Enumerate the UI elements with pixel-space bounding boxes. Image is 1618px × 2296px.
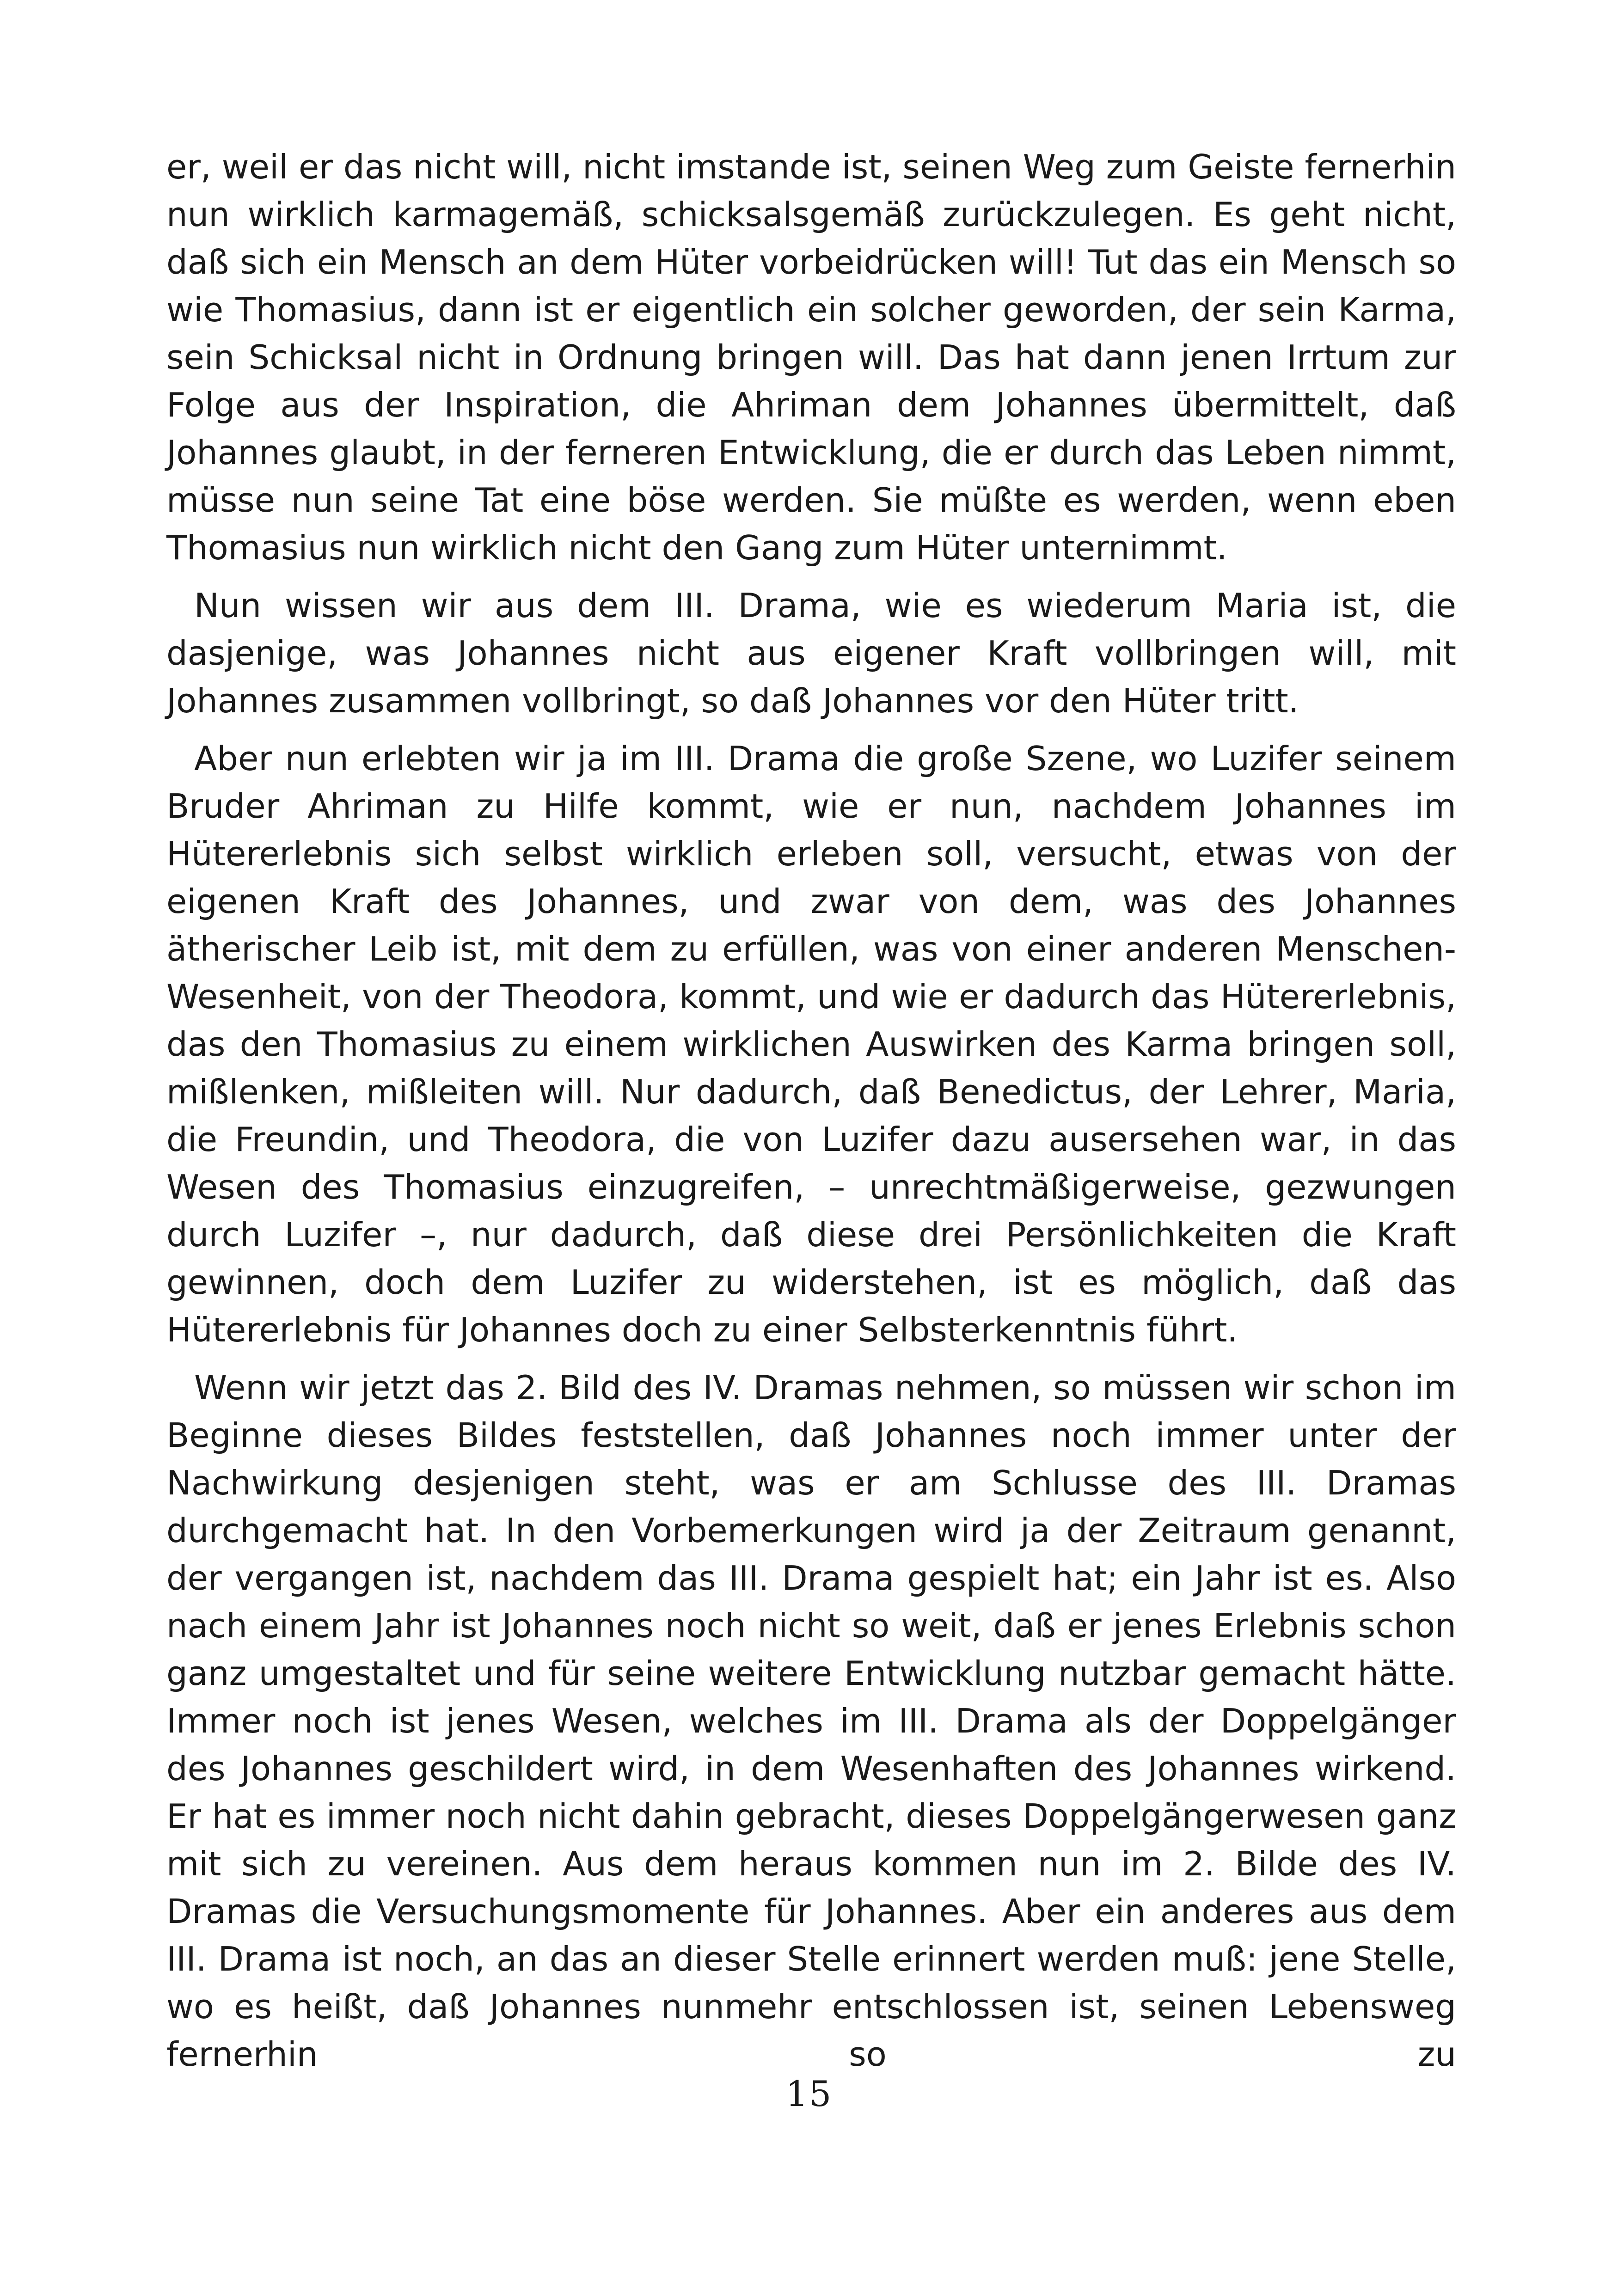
paragraph-1: er, weil er das nicht will, nicht imstande ist, seinen Weg zum Geiste fernerhin nun wirklich karmagemäß, schicksalsgemäß zurückzulegen. Es geht nicht, daß sich ein Mensch an dem Hüter vorbeidrücken will! Tut das ein Mensch so wie Thomasius, dann ist er eigentlich ein solcher geworden, der sein Karma, sein Schicksal nicht in Ordnung bringen will. Das hat dann jenen Irrtum zur Folge aus der Inspiration, die Ahriman dem Johannes übermittelt, daß Johannes glaubt, in der ferneren Entwicklung, die er durch das Leben nimmt, müsse nun seine Tat eine böse werden. Sie müßte es werden, wenn eben Thomasius nun wirklich nicht den Gang zum Hüter unternimmt. [166, 147, 1456, 567]
paragraph-3: Aber nun erlebten wir ja im III. Drama die große Szene, wo Luzifer seinem Bruder Ahriman zu Hilfe kommt, wie er nun, nachdem Johannes im Hütererlebnis sich selbst wirklich erleben soll, versucht, etwas von der eigenen Kraft des Johannes, und zwar von dem, was des Johannes ätherischer Leib ist, mit dem zu erfüllen, was von einer anderen Menschen-Wesenheit, von der Theodora, kommt, und wie er dadurch das Hütererlebnis, das den Thomasius zu einem wirklichen Auswirken des Karma bringen soll, mißlenken, mißleiten will. Nur dadurch, daß Benedictus, der Lehrer, Maria, die Freundin, und Theodora, die von Luzifer dazu ausersehen war, in das Wesen des Thomasius einzugreifen, – unrechtmäßigerweise, gezwungen durch Luzifer –, nur dadurch, daß diese drei Persönlichkeiten die Kraft gewinnen, doch dem Luzifer zu widerstehen, ist es möglich, daß das Hütererlebnis für Johannes doch zu einer Selbsterkenntnis führt. [166, 739, 1456, 1349]
body-text [166, 143, 1456, 2088]
page-number: 15 [785, 2073, 833, 2114]
paragraph-2: Nun wissen wir aus dem III. Drama, wie es wiederum Maria ist, die dasjenige, was Johannes nicht aus eigener Kraft vollbringen will, mit Johannes zusammen vollbringt, so daß Johannes vor den Hüter tritt. [166, 586, 1456, 720]
paragraph-4: Wenn wir jetzt das 2. Bild des IV. Dramas nehmen, so müssen wir schon im Beginne dieses Bildes feststellen, daß Johannes noch immer unter der Nachwirkung desjenigen steht, was er am Schlusse des III. Dramas durchgemacht hat. In den Vorbemerkungen wird ja der Zeitraum genannt, der vergangen ist, nachdem das III. Drama gespielt hat; ein Jahr ist es. Also nach einem Jahr ist Johannes noch nicht so weit, daß er jenes Erlebnis schon ganz umgestaltet und für seine weitere Entwicklung nutzbar gemacht hätte. Immer noch ist jenes Wesen, welches im III. Drama als der Doppelgänger des Johannes geschildert wird, in dem Wesenhaften des Johannes wirkend. Er hat es immer noch nicht dahin gebracht, dieses Doppelgängerwesen ganz mit sich zu vereinen. Aus dem heraus kommen nun im 2. Bilde des IV. Dramas die Versuchungsmomente für Johannes. Aber ein anderes aus dem III. Drama ist noch, an das an dieser Stelle erinnert werden muß: jene Stelle, wo es heißt, daß Johannes nunmehr entschlossen ist, seinen Lebensweg fernerhin so zu [166, 1368, 1456, 2074]
